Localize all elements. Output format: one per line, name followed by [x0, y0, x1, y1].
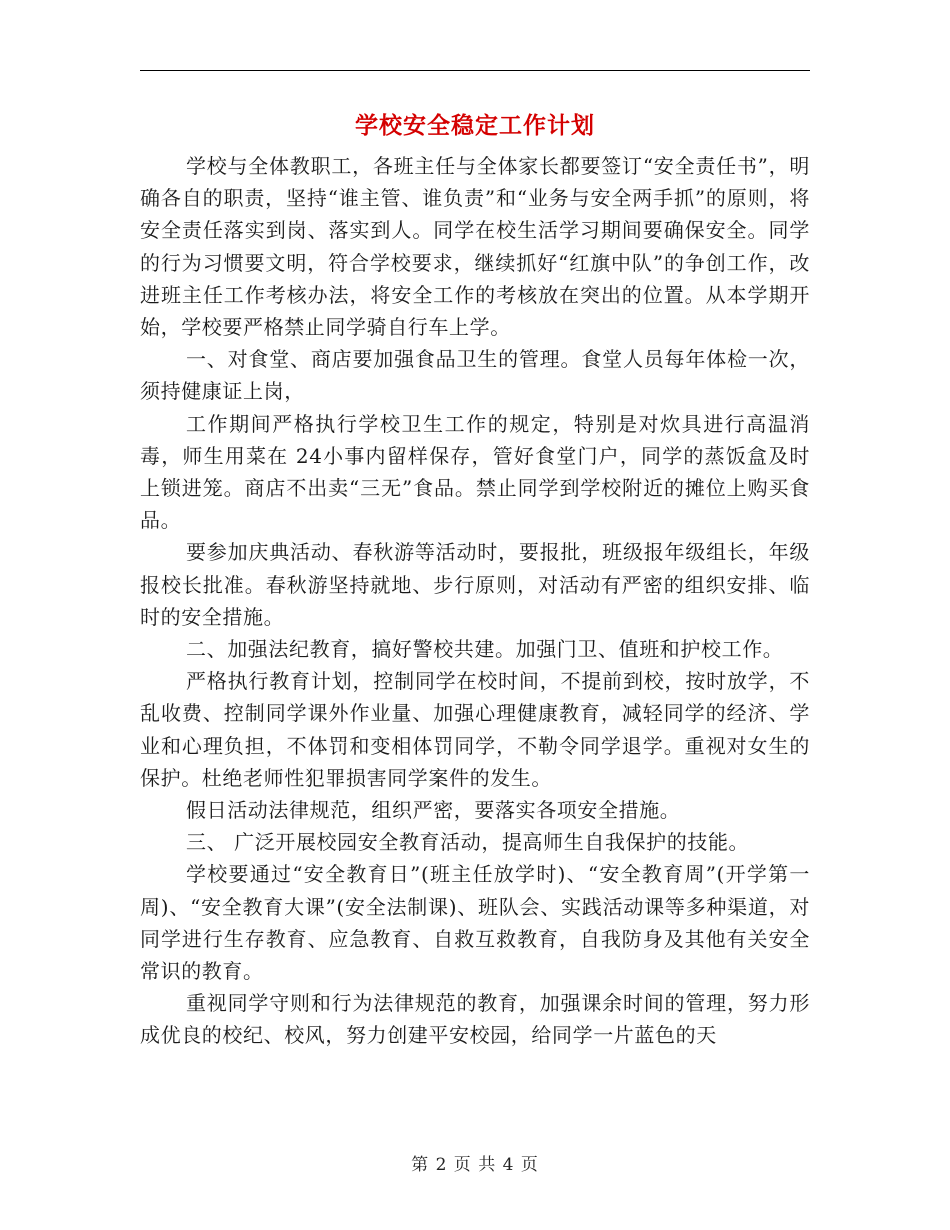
paragraph: 三、 广泛开展校园安全教育活动，提高师生自我保护的技能。: [186, 830, 750, 855]
page-number-footer: [0, 1153, 950, 1177]
document-body: [140, 150, 810, 1052]
paragraph: 工作期间严格执行学校卫生工作的规定，特别是对炊具进行高温消毒，师生用菜在 24小事内留样保存，管好食堂门户，同学的蒸饭盒及时上锁进笼。商店不出卖“三无”食品。禁止同学到学校附近的摊位上购买食品。: [140, 411, 810, 533]
paragraph: 一、对食堂、商店要加强食品卫生的管理。食堂人员每年体检一次，须持健康证上岗，: [140, 347, 810, 404]
paragraph: 假日活动法律规范，组织严密，要落实各项安全措施。: [186, 798, 681, 823]
paragraph: 重视同学守则和行为法律规范的教育，加强课余时间的管理，努力形成优良的校纪、校风，努力创建平安校园，给同学一片蓝色的天: [140, 991, 810, 1048]
paragraph: 要参加庆典活动、春秋游等活动时，要报批，班级报年级组长，年级报校长批准。春秋游坚持就地、步行原则，对活动有严密的组织安排、临时的安全措施。: [140, 540, 810, 629]
paragraph: 学校与全体教职工，各班主任与全体家长都要签订“安全责任书”，明确各自的职责，坚持“谁主管、谁负责”和“业务与安全两手抓”的原则，将安全责任落实到岗、落实到人。同学在校生活学习期间要确保安全。同学的行为习惯要文明，符合学校要求，继续抓好“红旗中队”的争创工作，改进班主任工作考核办法，将安全工作的考核放在突出的位置。从本学期开始，学校要严格禁止同学骑自行车上学。: [140, 154, 810, 340]
header-rule: [140, 70, 810, 71]
paragraph: 学校要通过“安全教育日”(班主任放学时)、“安全教育周”(开学第一周)、“安全教育大课”(安全法制课)、班队会、实践活动课等多种渠道，对同学进行生存教育、应急教育、自救互救教育，自我防身及其他有关安全常识的教育。: [140, 862, 810, 984]
document-title: 学校安全稳定工作计划: [355, 112, 595, 139]
paragraph: 二、加强法纪教育，搞好警校共建。加强门卫、值班和护校工作。: [186, 637, 784, 662]
paragraph: 严格执行教育计划，控制同学在校时间，不提前到校，按时放学，不乱收费、控制同学课外作业量、加强心理健康教育，减轻同学的经济、学业和心理负担，不体罚和变相体罚同学，不勒令同学退学。重视对女生的保护。杜绝老师性犯罪损害同学案件的发生。: [140, 669, 810, 790]
page-number-label: 第 2 页 共 4 页: [411, 1155, 539, 1175]
